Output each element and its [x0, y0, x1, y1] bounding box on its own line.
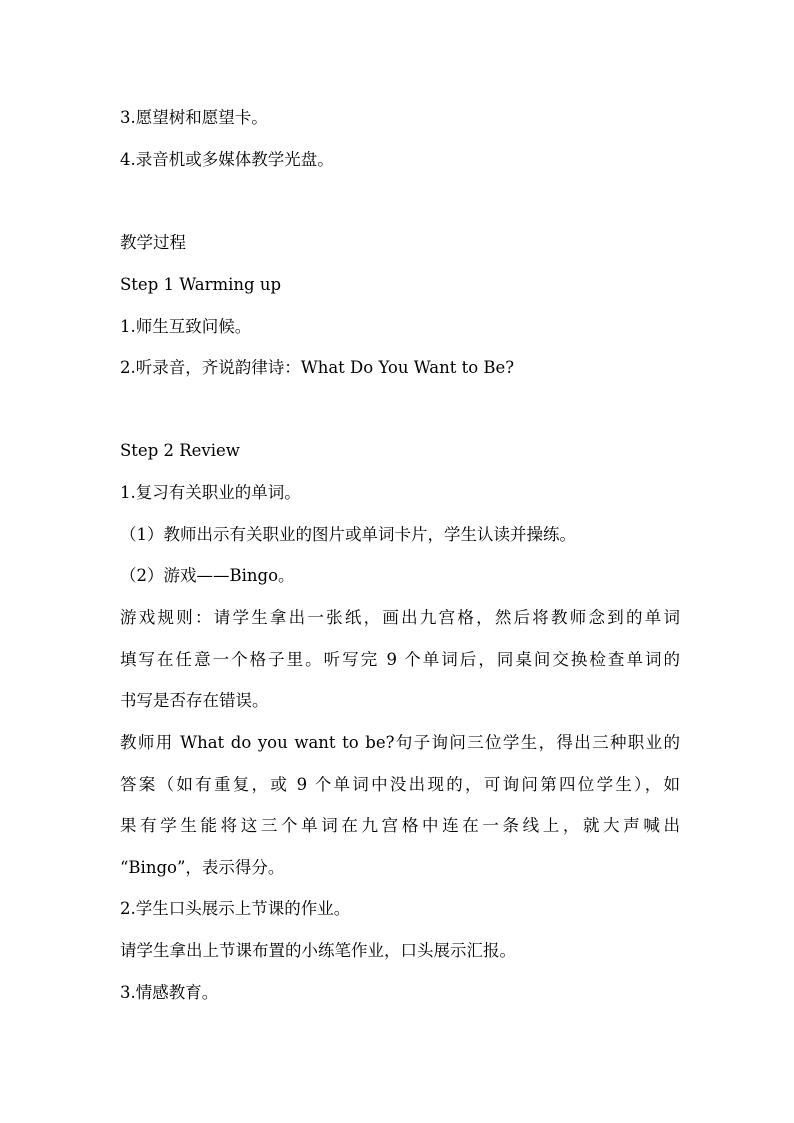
review-item-1: 1.复习有关职业的单词。 — [120, 483, 301, 502]
warmup-item-2: 2.听录音，齐说韵律诗：What Do You Want to Be? — [120, 358, 515, 377]
game-rules-line-3: 书写是否存在错误。 — [120, 691, 269, 710]
review-item-2-detail: 请学生拿出上节课布置的小练笔作业，口头展示汇报。 — [120, 941, 516, 960]
review-subitem-2: （2）游戏——Bingo。 — [120, 566, 295, 585]
game-rules-line-2: 填写在任意一个格子里。听写完 9 个单词后，同桌间交换检查单词的 — [120, 650, 680, 669]
review-item-3: 3.情感教育。 — [120, 983, 219, 1002]
paragraph-line-2: 答案（如有重复，或 9 个单词中没出现的，可询问第四位学生），如 — [120, 775, 680, 794]
game-rules-line-1: 游戏规则：请学生拿出一张纸，画出九宫格，然后将教师念到的单词 — [120, 608, 680, 627]
material-item-4: 4.录音机或多媒体教学光盘。 — [120, 150, 334, 169]
section-heading-teaching-process: 教学过程 — [120, 233, 186, 252]
step-heading-warming-up: Step 1 Warming up — [120, 275, 282, 294]
material-item-3: 3.愿望树和愿望卡。 — [120, 108, 268, 127]
paragraph-line-3: 果有学生能将这三个单词在九宫格中连在一条线上，就大声喊出 — [120, 816, 680, 835]
paragraph-line-1: 教师用 What do you want to be?句子询问三位学生，得出三种职业的 — [120, 733, 680, 752]
review-subitem-1: （1）教师出示有关职业的图片或单词卡片，学生认读并操练。 — [120, 525, 576, 544]
paragraph-line-4: “Bingo”，表示得分。 — [120, 858, 285, 877]
review-item-2: 2.学生口头展示上节课的作业。 — [120, 899, 351, 918]
step-heading-review: Step 2 Review — [120, 441, 240, 460]
warmup-item-1: 1.师生互致问候。 — [120, 317, 252, 336]
